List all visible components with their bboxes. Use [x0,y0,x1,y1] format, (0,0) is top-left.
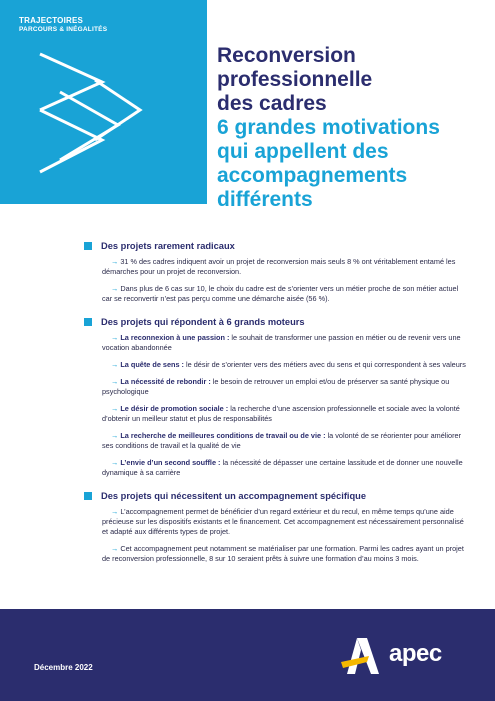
section-heading-text: Des projets rarement radicaux [101,241,235,251]
item-text: le besoin de retrouver un emploi et/ou de préserver sa santé physique ou psychologique [102,377,450,396]
content-sections [84,240,469,571]
list-item [84,284,469,304]
title-main-line-1: Reconversion [217,44,356,67]
title-sub-line-4: différents [217,188,313,211]
arrow-right-icon: → [111,257,119,266]
section-heading-text: Des projets qui répondent à 6 grands moteurs [101,317,305,327]
item-text: L’accompagnement permet de bénéficier d’un regard extérieur et du recul, en même temps qu’une aide précieuse sur les dispositifs existants et le financement. Cet accompagnement est nécessairement personnalisé et adapté aux différents types de projet. [102,507,464,536]
section-heading [84,240,469,252]
item-bold-label: La recherche de meilleures conditions de travail ou de vie : [120,431,326,440]
item-bold-label: Le désir de promotion sociale : [120,404,229,413]
arrow-right-icon: → [111,284,119,293]
arrow-right-icon: → [111,458,119,467]
arrow-right-icon: → [111,431,119,440]
document-title [217,44,487,212]
item-text: 31 % des cadres indiquent avoir un projet de reconversion mais seuls 8 % ont véritablement entamé les démarches pour un projet de reconversion. [102,257,456,276]
title-sub-line-2: qui appellent des [217,140,389,163]
title-main-line-3: des cadres [217,92,327,115]
list-item [84,544,469,564]
section-heading [84,316,469,328]
item-text: Dans plus de 6 cas sur 10, le choix du cadre est de s’orienter vers un métier proche de son métier actuel car se reconvertir n’est pas perçu comme une démarche aisée (56 %). [102,284,459,303]
item-text: le désir de s’orienter vers des métiers avec du sens et qui correspondent à ses valeurs [184,360,466,369]
list-item [84,257,469,277]
item-text: le souhait de transformer une passion en métier ou de revenir vers une vocation abandonnée [102,333,461,352]
title-sub-line-1: 6 grandes motivations [217,116,440,139]
series-subtitle: PARCOURS & INÉGALITÉS [19,26,108,33]
item-bold-label: La nécessité de rebondir : [120,377,211,386]
section-heading-text: Des projets qui nécessitent un accompagnement spécifique [101,491,367,501]
square-bullet-icon [84,242,92,250]
arrow-right-icon: → [111,404,119,413]
item-text: Cet accompagnement peut notamment se matérialiser par une formation. Parmi les cadres ayant un projet de reconversion professionnelle, 8 sur 10 seraient prêts à suivre une formation d’au moins 3 mois. [102,544,464,563]
series-name: TRAJECTOIRES [19,16,84,25]
header-graphic-panel [0,0,207,204]
title-sub-line-3: accompagnements [217,164,408,187]
list-item [84,431,469,451]
arrow-right-icon: → [111,544,119,553]
list-item [84,333,469,353]
list-item [84,404,469,424]
title-main-line-2: professionnelle [217,68,373,91]
section-heading [84,490,469,502]
item-bold-label: La reconnexion à une passion : [120,333,230,342]
item-bold-label: La quête de sens : [120,360,184,369]
square-bullet-icon [84,318,92,326]
item-text: la recherche d’une ascension professionnelle et sociale avec la volonté d’obtenir un meilleur statut et plus de responsabilités [102,404,460,423]
arrow-right-icon: → [111,333,119,342]
list-item [84,458,469,478]
arrow-right-icon: → [111,377,119,386]
apec-logo-icon [339,636,385,676]
list-item [84,360,469,370]
square-bullet-icon [84,492,92,500]
list-item [84,377,469,397]
list-item [84,507,469,537]
apec-logo-text: apec [389,640,442,667]
arrow-right-icon: → [111,507,119,516]
arrow-right-icon: → [111,360,119,369]
item-bold-label: L’envie d’un second souffle : [120,458,221,467]
publication-date: Décembre 2022 [34,663,93,672]
item-text: la volonté de se réorienter pour améliorer ses conditions de travail et la qualité de vie [102,431,462,450]
item-text: la nécessité de dépasser une certaine lassitude et de donner une nouvelle dynamique à sa carrière [102,458,463,477]
